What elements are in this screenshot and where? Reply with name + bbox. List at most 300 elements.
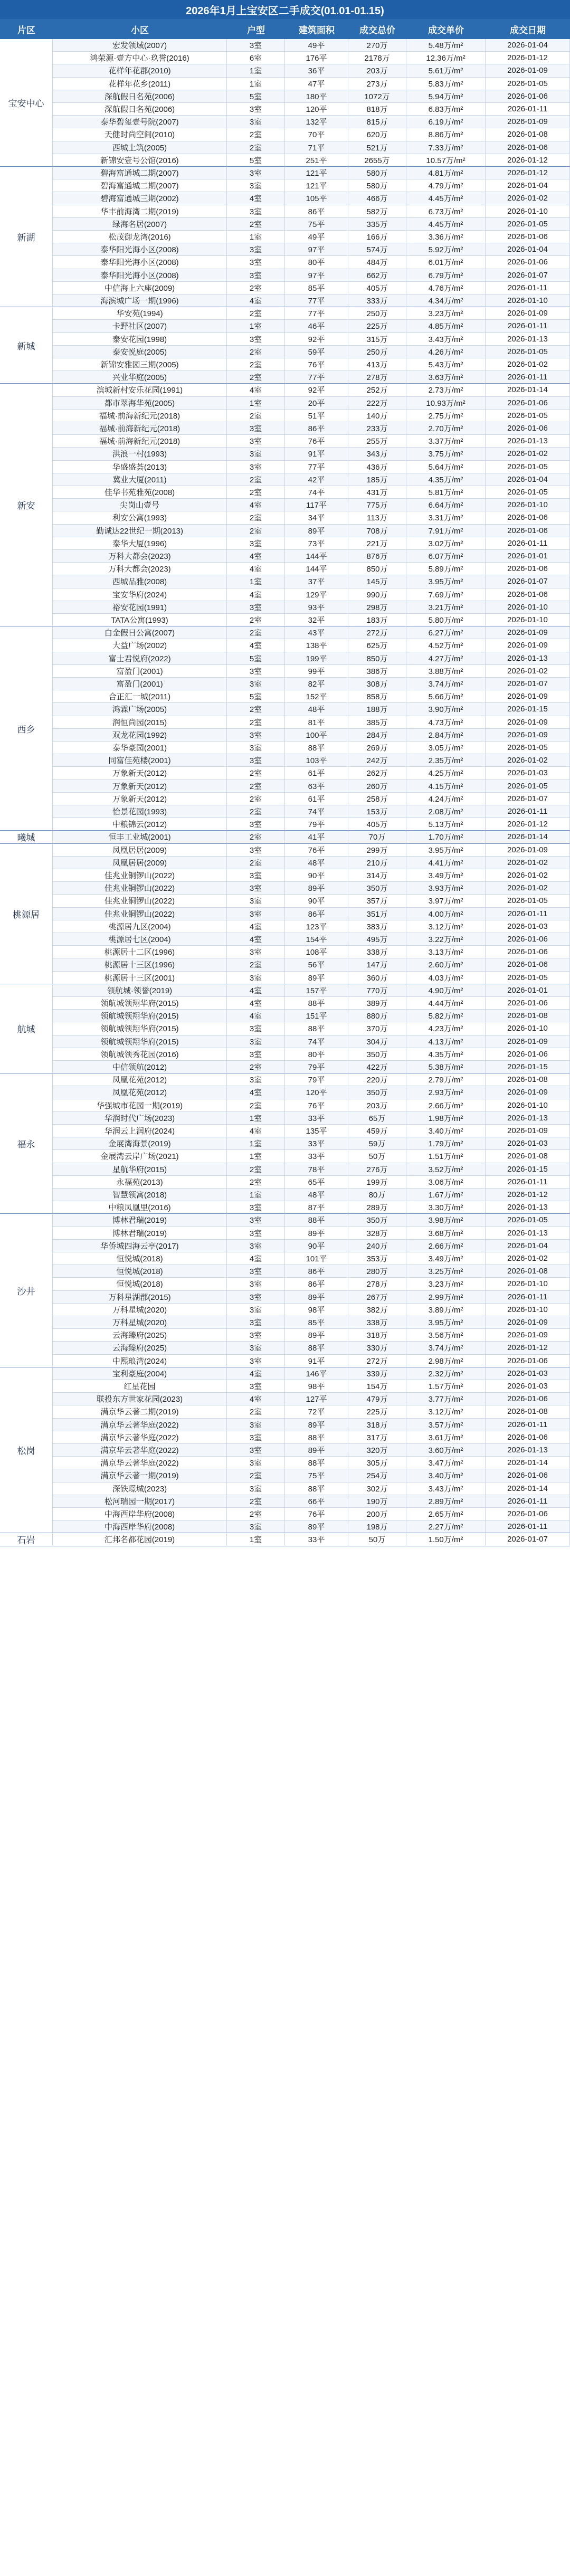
header-date: 成交日期: [510, 25, 546, 35]
table-row: [0, 550, 570, 563]
cell-date: 2026-01-10: [486, 1099, 570, 1112]
cell-unit-price: 4.45万/m²: [406, 218, 486, 231]
cell-area: 90平: [285, 1240, 348, 1252]
cell-layout: 3室: [227, 1520, 285, 1533]
cell-community: 洪浪一村(1993): [53, 448, 227, 460]
cell-date: 2026-01-05: [486, 218, 570, 231]
cell-community: 福城·前海新纪元(2018): [53, 435, 227, 448]
cell-date: 2026-01-08: [486, 1150, 570, 1163]
table-row: [0, 1201, 570, 1214]
table-row: [0, 1099, 570, 1112]
table-row: [0, 652, 570, 665]
table-row: [0, 39, 570, 52]
cell-date: 2026-01-06: [486, 90, 570, 103]
cell-layout: 4室: [227, 588, 285, 601]
cell-community: 桃源居十二区(1996): [53, 946, 227, 958]
cell-layout: 4室: [227, 294, 285, 307]
table-row: [0, 793, 570, 805]
cell-date: 2026-01-05: [486, 1214, 570, 1227]
cell-area: 75平: [285, 218, 348, 231]
cell-community: 尖岗山壹号: [53, 499, 227, 511]
cell-total-price: 850万: [348, 652, 406, 665]
cell-total-price: 1072万: [348, 90, 406, 103]
table-row: [0, 1419, 570, 1431]
table-row: [0, 1150, 570, 1163]
table-row: [0, 256, 570, 269]
cell-area: 88平: [285, 1022, 348, 1035]
table-row: [0, 1316, 570, 1329]
cell-date: 2026-01-11: [486, 371, 570, 384]
cell-layout: 3室: [227, 422, 285, 435]
cell-layout: 1室: [227, 1189, 285, 1201]
cell-date: 2026-01-12: [486, 154, 570, 167]
table-row: [0, 563, 570, 575]
table-row: [0, 920, 570, 933]
cell-total-price: 250万: [348, 307, 406, 320]
cell-total-price: 272万: [348, 626, 406, 639]
cell-layout: 3室: [227, 1444, 285, 1457]
cell-area: 33平: [285, 1533, 348, 1546]
cell-area: 157平: [285, 984, 348, 997]
cell-layout: 2室: [227, 780, 285, 793]
cell-community: 天健时尚空间(2010): [53, 128, 227, 141]
cell-date: 2026-01-10: [486, 1304, 570, 1316]
cell-total-price: 147万: [348, 958, 406, 971]
cell-area: 132平: [285, 116, 348, 128]
table-row: [0, 639, 570, 652]
cell-area: 98平: [285, 1304, 348, 1316]
cell-date: 2026-01-02: [486, 857, 570, 869]
cell-date: 2026-01-05: [486, 410, 570, 422]
cell-date: 2026-01-06: [486, 422, 570, 435]
cell-total-price: 339万: [348, 1367, 406, 1380]
table-row: [0, 1355, 570, 1367]
cell-unit-price: 2.79万/m²: [406, 1073, 486, 1086]
cell-area: 89平: [285, 882, 348, 895]
header-total-price: 成交总价: [359, 25, 395, 35]
cell-date: 2026-01-03: [486, 1380, 570, 1393]
cell-layout: 3室: [227, 461, 285, 473]
cell-date: 2026-01-11: [486, 282, 570, 294]
cell-unit-price: 4.90万/m²: [406, 984, 486, 997]
cell-total-price: 818万: [348, 103, 406, 116]
cell-area: 76平: [285, 435, 348, 448]
cell-total-price: 185万: [348, 473, 406, 486]
cell-layout: 3室: [227, 448, 285, 460]
table-row: [0, 525, 570, 537]
table-row: [0, 269, 570, 282]
cell-area: 97平: [285, 269, 348, 282]
cell-community: 恒悦城(2018): [53, 1265, 227, 1278]
table-row: [0, 690, 570, 703]
table-row: [0, 997, 570, 1010]
cell-total-price: 190万: [348, 1495, 406, 1508]
cell-total-price: 154万: [348, 1380, 406, 1393]
cell-date: 2026-01-01: [486, 550, 570, 563]
table-row: [0, 1457, 570, 1469]
cell-date: 2026-01-04: [486, 243, 570, 256]
cell-layout: 4室: [227, 499, 285, 511]
cell-area: 91平: [285, 448, 348, 460]
cell-area: 49平: [285, 39, 348, 52]
cell-area: 89平: [285, 1329, 348, 1342]
cell-date: 2026-01-11: [486, 320, 570, 332]
cell-total-price: 770万: [348, 984, 406, 997]
table-row: [0, 205, 570, 218]
cell-community: 泰华大厦(1996): [53, 537, 227, 550]
table-row: [0, 1189, 570, 1201]
cell-community: 泰华豪园(2001): [53, 742, 227, 754]
cell-layout: 3室: [227, 1035, 285, 1048]
cell-area: 59平: [285, 346, 348, 358]
cell-community: 中信海上六座(2009): [53, 282, 227, 294]
cell-community: 宝安华府(2024): [53, 588, 227, 601]
cell-unit-price: 2.66万/m²: [406, 1240, 486, 1252]
cell-area: 86平: [285, 908, 348, 920]
cell-date: 2026-01-13: [486, 333, 570, 346]
table-row: [0, 103, 570, 116]
cell-total-price: 625万: [348, 639, 406, 652]
cell-date: 2026-01-11: [486, 1291, 570, 1304]
cell-unit-price: 5.82万/m²: [406, 1010, 486, 1022]
cell-community: 领航城领秀花园(2016): [53, 1048, 227, 1061]
table-row: [0, 1367, 570, 1380]
cell-total-price: 260万: [348, 780, 406, 793]
cell-unit-price: 3.68万/m²: [406, 1227, 486, 1240]
cell-layout: 3室: [227, 1265, 285, 1278]
cell-unit-price: 6.64万/m²: [406, 499, 486, 511]
cell-community: 白金假日公寓(2007): [53, 626, 227, 639]
table-row: [0, 167, 570, 179]
cell-community: 宏发领域(2007): [53, 39, 227, 52]
cell-date: 2026-01-09: [486, 64, 570, 77]
cell-community: 联投东方世家花园(2023): [53, 1393, 227, 1405]
table-row: [0, 703, 570, 716]
table-row: [0, 1061, 570, 1073]
cell-layout: 2室: [227, 525, 285, 537]
cell-area: 108平: [285, 946, 348, 958]
cell-date: 2026-01-06: [486, 1431, 570, 1444]
cell-unit-price: 1.70万/m²: [406, 831, 486, 843]
table-row: [0, 346, 570, 358]
cell-unit-price: 3.31万/m²: [406, 511, 486, 524]
cell-community: 西城上筑(2005): [53, 141, 227, 154]
cell-date: 2026-01-09: [486, 1316, 570, 1329]
table-row: [0, 1342, 570, 1354]
cell-total-price: 80万: [348, 1189, 406, 1201]
cell-community: 满京华云著二期(2019): [53, 1405, 227, 1418]
cell-area: 93平: [285, 601, 348, 614]
cell-date: 2026-01-06: [486, 933, 570, 946]
cell-total-price: 50万: [348, 1150, 406, 1163]
cell-area: 89平: [285, 1419, 348, 1431]
cell-area: 90平: [285, 895, 348, 907]
cell-layout: 4室: [227, 639, 285, 652]
cell-total-price: 350万: [348, 882, 406, 895]
cell-area: 63平: [285, 780, 348, 793]
cell-layout: 2室: [227, 1061, 285, 1073]
cell-unit-price: 3.61万/m²: [406, 1431, 486, 1444]
cell-unit-price: 4.52万/m²: [406, 639, 486, 652]
cell-total-price: 269万: [348, 742, 406, 754]
cell-community: 华丰前海湾二期(2019): [53, 205, 227, 218]
cell-date: 2026-01-06: [486, 588, 570, 601]
cell-unit-price: 4.23万/m²: [406, 1022, 486, 1035]
cell-layout: 3室: [227, 256, 285, 269]
cell-date: 2026-01-12: [486, 818, 570, 831]
cell-layout: 4室: [227, 1125, 285, 1137]
cell-area: 37平: [285, 575, 348, 588]
cell-total-price: 70万: [348, 831, 406, 843]
cell-unit-price: 3.75万/m²: [406, 448, 486, 460]
cell-community: 卡野社区(2007): [53, 320, 227, 332]
cell-layout: 4室: [227, 1010, 285, 1022]
cell-total-price: 382万: [348, 1304, 406, 1316]
cell-total-price: 436万: [348, 461, 406, 473]
cell-date: 2026-01-11: [486, 908, 570, 920]
cell-date: 2026-01-10: [486, 601, 570, 614]
cell-unit-price: 3.60万/m²: [406, 1444, 486, 1457]
cell-layout: 2室: [227, 128, 285, 141]
table-row: [0, 307, 570, 320]
table-row: [0, 1240, 570, 1252]
cell-unit-price: 1.79万/m²: [406, 1137, 486, 1150]
cell-unit-price: 1.50万/m²: [406, 1533, 486, 1546]
cell-area: 87平: [285, 1201, 348, 1214]
cell-community: 满京华云著一期(2019): [53, 1469, 227, 1482]
cell-unit-price: 5.48万/m²: [406, 39, 486, 52]
cell-total-price: 582万: [348, 205, 406, 218]
cell-area: 88平: [285, 1214, 348, 1227]
cell-area: 144平: [285, 563, 348, 575]
cell-total-price: 422万: [348, 1061, 406, 1073]
cell-total-price: 330万: [348, 1342, 406, 1354]
cell-area: 77平: [285, 371, 348, 384]
cell-date: 2026-01-03: [486, 767, 570, 780]
cell-area: 88平: [285, 1342, 348, 1354]
cell-area: 79平: [285, 1061, 348, 1073]
cell-layout: 2室: [227, 716, 285, 729]
table-row: [0, 805, 570, 818]
cell-date: 2026-01-06: [486, 1393, 570, 1405]
cell-layout: 4室: [227, 1086, 285, 1099]
cell-layout: 3室: [227, 844, 285, 857]
cell-total-price: 580万: [348, 167, 406, 179]
table-row: [0, 1508, 570, 1520]
table-row: [0, 1176, 570, 1189]
cell-unit-price: 2.27万/m²: [406, 1520, 486, 1533]
cell-area: 80平: [285, 256, 348, 269]
cell-date: 2026-01-08: [486, 1265, 570, 1278]
cell-layout: 4室: [227, 1393, 285, 1405]
cell-community: 佳兆业铜锣山(2022): [53, 908, 227, 920]
table-title: 2026年1月上宝安区二手成交(01.01-01.15): [0, 0, 570, 19]
cell-layout: 3室: [227, 1227, 285, 1240]
cell-area: 154平: [285, 933, 348, 946]
cell-community: 桃源居七区(2004): [53, 933, 227, 946]
cell-unit-price: 4.73万/m²: [406, 716, 486, 729]
cell-date: 2026-01-08: [486, 1073, 570, 1086]
cell-layout: 3室: [227, 435, 285, 448]
cell-area: 180平: [285, 90, 348, 103]
cell-unit-price: 3.40万/m²: [406, 1125, 486, 1137]
table-row: [0, 499, 570, 511]
cell-layout: 4室: [227, 920, 285, 933]
cell-layout: 2室: [227, 346, 285, 358]
cell-area: 105平: [285, 192, 348, 205]
cell-unit-price: 4.24万/m²: [406, 793, 486, 805]
cell-area: 48平: [285, 703, 348, 716]
cell-unit-price: 3.25万/m²: [406, 1265, 486, 1278]
cell-community: 花样年花郡(2010): [53, 64, 227, 77]
cell-unit-price: 7.69万/m²: [406, 588, 486, 601]
cell-community: 凤凰花苑(2012): [53, 1086, 227, 1099]
cell-area: 129平: [285, 588, 348, 601]
cell-date: 2026-01-13: [486, 1227, 570, 1240]
cell-area: 88平: [285, 997, 348, 1010]
header-layout: 户型: [247, 25, 265, 35]
cell-layout: 3室: [227, 946, 285, 958]
cell-community: 中海西岸华府(2008): [53, 1508, 227, 1520]
cell-total-price: 350万: [348, 1086, 406, 1099]
cell-date: 2026-01-06: [486, 1048, 570, 1061]
cell-unit-price: 3.77万/m²: [406, 1393, 486, 1405]
cell-community: 万科大都会(2023): [53, 563, 227, 575]
cell-unit-price: 3.88万/m²: [406, 665, 486, 678]
cell-total-price: 273万: [348, 78, 406, 90]
cell-layout: 3室: [227, 1048, 285, 1061]
cell-total-price: 200万: [348, 1508, 406, 1520]
cell-date: 2026-01-11: [486, 1495, 570, 1508]
cell-community: 万科星湖郡(2015): [53, 1291, 227, 1304]
table-row: [0, 448, 570, 460]
cell-unit-price: 3.23万/m²: [406, 307, 486, 320]
cell-total-price: 153万: [348, 805, 406, 818]
cell-community: 领航城领翔华府(2015): [53, 997, 227, 1010]
cell-layout: 1室: [227, 1112, 285, 1125]
table-row: [0, 1291, 570, 1304]
cell-unit-price: 4.81万/m²: [406, 167, 486, 179]
cell-layout: 3室: [227, 1482, 285, 1495]
table-row: [0, 1137, 570, 1150]
cell-layout: 3室: [227, 818, 285, 831]
cell-total-price: 317万: [348, 1431, 406, 1444]
cell-area: 74平: [285, 1035, 348, 1048]
cell-layout: 1室: [227, 575, 285, 588]
cell-area: 72平: [285, 1405, 348, 1418]
cell-total-price: 850万: [348, 563, 406, 575]
table-row: [0, 486, 570, 499]
cell-community: 佳华书苑雅苑(2008): [53, 486, 227, 499]
cell-unit-price: 5.80万/m²: [406, 614, 486, 626]
table-row: [0, 1227, 570, 1240]
cell-total-price: 272万: [348, 1355, 406, 1367]
cell-date: 2026-01-02: [486, 869, 570, 882]
cell-layout: 3室: [227, 895, 285, 907]
table-row: [0, 231, 570, 243]
cell-community: 中熙琅湾(2024): [53, 1355, 227, 1367]
cell-date: 2026-01-03: [486, 1367, 570, 1380]
cell-community: 博林君瑞(2019): [53, 1214, 227, 1227]
cell-date: 2026-01-13: [486, 435, 570, 448]
cell-date: 2026-01-06: [486, 525, 570, 537]
table-row: [0, 1495, 570, 1508]
cell-date: 2026-01-09: [486, 716, 570, 729]
cell-area: 75平: [285, 1469, 348, 1482]
cell-unit-price: 6.19万/m²: [406, 116, 486, 128]
table-row: [0, 908, 570, 920]
cell-unit-price: 3.13万/m²: [406, 946, 486, 958]
cell-unit-price: 2.75万/m²: [406, 410, 486, 422]
cell-date: 2026-01-03: [486, 920, 570, 933]
cell-layout: 2室: [227, 358, 285, 371]
cell-total-price: 495万: [348, 933, 406, 946]
cell-total-price: 203万: [348, 64, 406, 77]
cell-area: 251平: [285, 154, 348, 167]
table-row: [0, 1393, 570, 1405]
cell-total-price: 580万: [348, 179, 406, 192]
cell-unit-price: 1.98万/m²: [406, 1112, 486, 1125]
cell-unit-price: 6.27万/m²: [406, 626, 486, 639]
cell-unit-price: 6.79万/m²: [406, 269, 486, 282]
cell-total-price: 389万: [348, 997, 406, 1010]
cell-area: 117平: [285, 499, 348, 511]
table-row: [0, 1469, 570, 1482]
cell-layout: 2室: [227, 473, 285, 486]
cell-area: 92平: [285, 333, 348, 346]
cell-community: 富盈门(2001): [53, 678, 227, 690]
cell-area: 88平: [285, 1482, 348, 1495]
cell-unit-price: 5.66万/m²: [406, 690, 486, 703]
cell-area: 81平: [285, 716, 348, 729]
cell-unit-price: 4.35万/m²: [406, 1048, 486, 1061]
cell-community: 万象新天(2012): [53, 780, 227, 793]
cell-date: 2026-01-09: [486, 626, 570, 639]
cell-total-price: 276万: [348, 1163, 406, 1176]
district-label: 桃源居: [0, 844, 53, 984]
cell-unit-price: 8.86万/m²: [406, 128, 486, 141]
cell-layout: 1室: [227, 320, 285, 332]
cell-date: 2026-01-06: [486, 1469, 570, 1482]
cell-layout: 2室: [227, 410, 285, 422]
cell-area: 82平: [285, 678, 348, 690]
cell-date: 2026-01-05: [486, 486, 570, 499]
cell-total-price: 386万: [348, 665, 406, 678]
table-row: [0, 473, 570, 486]
table-row: [0, 1086, 570, 1099]
cell-area: 43平: [285, 626, 348, 639]
cell-area: 76平: [285, 358, 348, 371]
table-row: [0, 1405, 570, 1418]
cell-total-price: 466万: [348, 192, 406, 205]
cell-area: 77平: [285, 307, 348, 320]
cell-unit-price: 3.05万/m²: [406, 742, 486, 754]
table-row: [0, 1010, 570, 1022]
cell-unit-price: 4.85万/m²: [406, 320, 486, 332]
cell-community: 富盈门(2001): [53, 665, 227, 678]
cell-unit-price: 3.95万/m²: [406, 1316, 486, 1329]
cell-date: 2026-01-06: [486, 997, 570, 1010]
cell-layout: 3室: [227, 601, 285, 614]
cell-total-price: 328万: [348, 1227, 406, 1240]
table-row: [0, 972, 570, 984]
cell-community: 万象新天(2012): [53, 767, 227, 780]
cell-date: 2026-01-13: [486, 1444, 570, 1457]
table-row: [0, 128, 570, 141]
cell-date: 2026-01-05: [486, 78, 570, 90]
cell-community: 中海西岸华府(2008): [53, 1520, 227, 1533]
cell-total-price: 65万: [348, 1112, 406, 1125]
